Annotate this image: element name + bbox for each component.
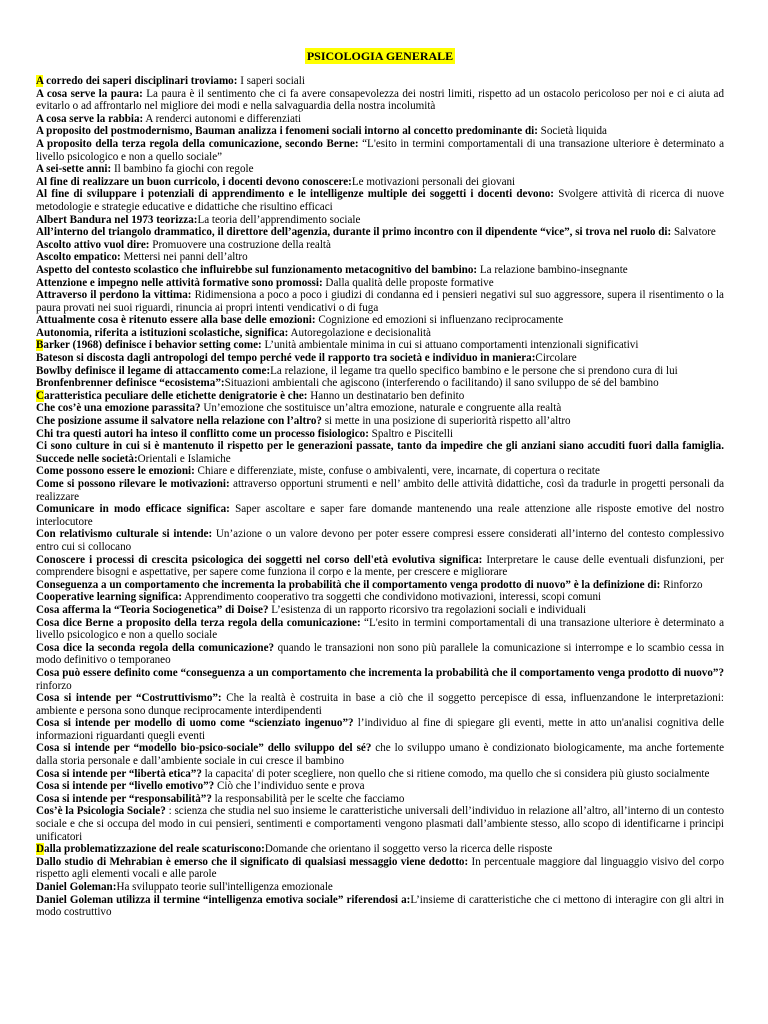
entry	[36, 88, 724, 113]
entry	[36, 415, 724, 428]
entry	[36, 377, 724, 390]
entry-answer: che lo sviluppo umano è condizionato biologicamente, ma anche fortemente dalla storia personale e dall’ambiente sociale in cui cresce il bambino	[36, 742, 724, 768]
entry	[36, 402, 724, 415]
entry	[36, 163, 724, 176]
entry-answer: Promuovere una costruzione della realtà	[149, 238, 331, 251]
entry-question: Ascolto attivo vuol dire:	[36, 238, 150, 251]
entry-answer: Chiare e differenziate, miste, confuse o ambivalenti, vere, incarnate, di copertura o recitate	[194, 465, 600, 478]
entry	[36, 138, 724, 163]
entry-answer: l’individuo al fine di spiegare gli eventi, mette in atto un'analisi cognitiva delle informazioni riguardanti quegli eventi	[36, 717, 724, 742]
entry	[36, 75, 724, 88]
entry	[36, 894, 724, 919]
entry-question: Ascolto empatico:	[36, 251, 121, 264]
entry	[36, 881, 724, 894]
entry-answer: La relazione bambino-insegnante	[477, 263, 628, 276]
entry	[36, 579, 724, 592]
entry-question: Come si possono rilevare le motivazioni:	[36, 478, 230, 490]
entry-question: Al fine di sviluppare i potenziali di apprendimento e le intelligenze multiple dei soggetti i docenti devono:	[36, 188, 554, 201]
entry-question: Ci sono culture in cui si è mantenuto il rispetto per le generazioni passate, tanto da impedire che gli anziani siano accuditi fuori dalla famiglia. Succede nelle società:	[36, 440, 724, 465]
entry	[36, 239, 724, 252]
highlighted-initial: C	[36, 389, 45, 402]
entry-answer: la capacita' di poter scegliere, non quello che si ritiene comodo, ma quello che si considera più giusto socialmente	[201, 767, 710, 780]
entry-question: aratteristica peculiare delle etichette denigratorie è che:	[44, 389, 308, 402]
entry	[36, 554, 724, 579]
entry-question: A cosa serve la rabbia:	[36, 112, 144, 125]
entry-answer: quando le transazioni non sono più parallele la comunicazione si interrompe e lo scambio cessa in modo definitivo o temporaneo	[36, 641, 725, 667]
entry	[36, 188, 724, 213]
entry	[36, 528, 724, 553]
entry-question: Dallo studio di Mehrabian è emerso che il significato di qualsiasi messaggio viene dedotto:	[36, 855, 469, 868]
entry	[36, 428, 724, 441]
entry	[36, 465, 724, 478]
entry	[36, 314, 724, 327]
entry-answer: Dalla qualità delle proposte formative	[322, 276, 494, 289]
entry-question: Daniel Goleman:	[36, 881, 117, 893]
entry-question: Cosa si intende per “libertà etica”?	[36, 767, 202, 780]
entry	[36, 617, 724, 642]
entry	[36, 251, 724, 264]
entry-question: A proposito del postmodernismo, Bauman analizza i fenomeni sociali intorno al concetto predominante di:	[36, 125, 538, 138]
highlighted-initial: A	[36, 75, 44, 87]
entry	[36, 478, 724, 503]
entry	[36, 352, 724, 365]
entry-question: Cosa si intende per “Costruttivismo”:	[36, 692, 222, 705]
entry-answer: attraverso opportuni strumenti e nell’ ambito delle attività didattiche, così da tradurle in progetti personali da realizzare	[36, 478, 724, 503]
entry-question: Cosa dice la seconda regola della comunicazione?	[36, 641, 275, 654]
entry-question: A cosa serve la paura:	[36, 87, 143, 100]
entry-answer: Società liquida	[537, 125, 607, 138]
entry-question: All’interno del triangolo drammatico, il direttore dell’agenzia, durante il primo incontro con il dipendente “vice”, si trova nel ruolo di:	[36, 226, 672, 239]
entry-answer: L’unità ambientale minima in cui si attuano comportamenti intenzionali significativi	[261, 339, 639, 352]
entry-answer: Un’emozione che sostituisce un’altra emozione, naturale e congruente alla realtà	[200, 402, 562, 415]
entry	[36, 667, 724, 692]
entry-answer: Salvatore	[671, 226, 716, 239]
entry	[36, 327, 724, 340]
entry-answer: In percentuale maggiore dal linguaggio visivo del corpo rispetto agli elementi vocali e alle parole	[36, 855, 724, 881]
entry-answer: Cognizione ed emozioni si influenzano reciprocamente	[315, 314, 564, 327]
entry-question: Che cos’è una emozione parassita?	[36, 402, 201, 415]
entry-answer: la responsabilità per le scelte che facciamo	[211, 792, 405, 805]
entry-answer: Ha sviluppato teorie sull'intelligenza emozionale	[116, 881, 333, 893]
entry-question: alla problematizzazione del reale scaturiscono:	[44, 843, 265, 856]
entry-question: Comunicare in modo efficace significa:	[36, 503, 230, 516]
entry-answer: Interpretare le cause delle eventuali disfunzioni, per comprendere bisogni e aspettative, per sapere come funziona il corpo e la mente, per crescere e migliorare	[36, 553, 724, 579]
entry-answer: Che la realtà è costruita in base a ciò che il soggetto percepisce di essa, influenzandone le interpretazioni: ambiente e persona sono dunque reciprocamente interdipendenti	[36, 692, 724, 717]
entry-answer: Spaltro e Piscitelli	[368, 427, 454, 440]
entry-answer: I saperi sociali	[237, 75, 305, 87]
entry-question: corredo dei saperi disciplinari troviamo:	[43, 75, 238, 87]
entry-question: Con relativismo culturale si intende:	[36, 528, 213, 541]
entry-question: Cosa può essere definito come “conseguenza a un comportamento che incrementa la probabilità che il comportamento venga prodotto di nuovo”?	[36, 666, 724, 679]
entry-answer: si mette in una posizione di superiorità rispetto all’altro	[321, 415, 571, 428]
entry	[36, 591, 724, 604]
entry-answer: Situazioni ambientali che agiscono (interferendo o facilitando) il sano sviluppo de sé del bambino	[224, 377, 659, 390]
entry-question: Attraverso il perdono la vittima:	[36, 289, 192, 302]
entry-answer: Mettersi nei panni dell’altro	[120, 251, 248, 264]
entry	[36, 805, 724, 843]
entry-answer: Saper ascoltare e saper fare domande mantenendo una reale attenzione alle risposte emotive del nostro interlocutore	[36, 503, 724, 528]
entry-answer: Apprendimento cooperativo tra soggetti che condividono motivazioni, interessi, scopi comuni	[182, 591, 602, 604]
entry-question: Cosa afferma la “Teoria Sociogenetica” di Doise?	[36, 603, 269, 616]
entry-question: Attenzione e impegno nelle attività formative sono promossi:	[36, 276, 323, 289]
entry-answer: rinforzo	[36, 679, 72, 692]
entry-answer: “L'esito in termini comportamentali di una transazione ulteriore è determinato a livello psicologico e non a quello sociale”	[36, 137, 725, 163]
entry-question: Daniel Goleman utilizza il termine “intelligenza emotiva sociale” riferendosi a:	[36, 893, 411, 906]
entry	[36, 768, 724, 781]
entry	[36, 214, 724, 227]
entry-question: arker (1968) definisce i behavior setting come:	[43, 339, 262, 352]
entry-answer: L’esistenza di un rapporto ricorsivo tra regolazioni sociali e individuali	[268, 603, 587, 616]
entry-question: Che posizione assume il salvatore nella relazione con l’altro?	[36, 415, 322, 428]
entry	[36, 226, 724, 239]
entry-answer: La paura è il sentimento che ci fa avere consapevolezza dei nostri limiti, rispetto ad un ostacolo pericoloso per noi e ci aiuta ad evitarlo o ad affrontarlo nel migliore dei modi e nella salvaguardia della nostra incolumità	[36, 87, 724, 113]
entry-question: Conoscere i processi di crescita psicologica dei soggetti nel corso dell'età evolutiva significa:	[36, 553, 483, 566]
entry	[36, 264, 724, 277]
entry-list	[36, 75, 724, 919]
entry	[36, 503, 724, 528]
entry-question: Cosa si intende per “responsabilità”?	[36, 792, 212, 805]
entry	[36, 339, 724, 352]
entry-question: Aspetto del contesto scolastico che influirebbe sul funzionamento metacognitivo del bambino:	[36, 263, 478, 276]
entry	[36, 843, 724, 856]
entry-question: Chi tra questi autori ha inteso il conflitto come un processo fisiologico:	[36, 427, 369, 440]
entry-question: A sei-sette anni:	[36, 163, 112, 176]
entry-question: Cooperative learning significa:	[36, 591, 183, 604]
entry-answer: Rinforzo	[660, 578, 703, 591]
entry-answer: Autoregolazione e decisionalità	[288, 326, 431, 339]
entry	[36, 289, 724, 314]
entry	[36, 604, 724, 617]
entry-answer: A renderci autonomi e differenziati	[143, 112, 302, 125]
entry-question: Bateson si discosta dagli antropologi del tempo perché vede il rapporto tra società e individuo in maniera:	[36, 352, 536, 365]
entry-question: Albert Bandura nel 1973 teorizza:	[36, 213, 198, 226]
entry-question: Bowlby definisce il legame di attaccamento come:	[36, 364, 271, 377]
entry	[36, 856, 724, 881]
entry-answer: Ridimensiona a poco a poco i giudizi di condanna ed i pensieri negativi sul suo aggressore, supera il risentimento o la paura provati nei suoi riguardi, rinuncia ai propri intenti vendicativi o di fuga	[36, 289, 724, 314]
entry-question: Cosa si intende per modello di uomo come “scienziato ingenuo”?	[36, 717, 354, 730]
entry	[36, 717, 724, 742]
entry	[36, 365, 724, 378]
entry-question: A proposito della terza regola della comunicazione, secondo Berne:	[36, 137, 359, 150]
entry-question: Autonomia, riferita a istituzioni scolastiche, significa:	[36, 326, 289, 339]
entry	[36, 390, 724, 403]
entry-answer: Un’azione o un valore devono per poter essere compresi essere considerati all’interno del contesto complessivo entro cui si collocano	[36, 528, 724, 553]
entry-question: Come possono essere le emozioni:	[36, 465, 195, 478]
entry-question: Attualmente cosa è ritenuto essere alla base delle emozioni:	[36, 314, 316, 327]
entry-answer: Le motivazioni personali dei giovani	[351, 175, 516, 188]
entry-question: Al fine di realizzare un buon curricolo, i docenti devono conoscere:	[36, 175, 352, 188]
entry-answer: L’insieme di caratteristiche che ci mettono di interagire con gli altri in modo costruttivo	[36, 893, 724, 919]
entry-answer: Ciò che l’individuo sente e prova	[214, 780, 365, 793]
entry	[36, 176, 724, 189]
title-wrap	[36, 48, 724, 66]
entry	[36, 642, 724, 667]
entry-answer: Orientali e Islamiche	[137, 452, 231, 465]
entry-answer: Circolare	[535, 352, 577, 365]
entry	[36, 113, 724, 126]
entry-answer: Il bambino fa giochi con regole	[111, 163, 254, 176]
entry-question: Cosa si intende per “livello emotivo”?	[36, 780, 215, 793]
entry-question: Cosa dice Berne a proposito della terza regola della comunicazione:	[36, 616, 361, 629]
entry-answer: Domande che orientano il soggetto verso la ricerca delle risposte	[264, 843, 553, 856]
entry	[36, 780, 724, 793]
highlighted-initial: D	[36, 843, 45, 856]
entry-answer: La relazione, il legame tra quello specifico bambino e le persone che si prendono cura di lui	[270, 364, 678, 377]
entry-question: Cos’è la Psicologia Sociale?	[36, 805, 166, 818]
entry-answer: : scienza che studia nel suo insieme le caratteristiche universali dell’individuo in relazione all’altro, all’interno di un contesto sociale e che si occupa del modo in cui pensieri, sentimenti e comportamenti vengono plasmati dall’ambiente stesso, allo scopo di identificarne i principi unificatori	[36, 805, 725, 843]
entry-answer: Svolgere attività di ricerca di nuove metodologie e strategie educative e didattiche che risultino efficaci	[36, 188, 724, 213]
entry-question: Conseguenza a un comportamento che incrementa la probabilità che il comportamento venga prodotto di nuovo” è la definizione di:	[36, 578, 661, 591]
entry	[36, 277, 724, 290]
page-title: PSICOLOGIA GENERALE	[306, 49, 454, 63]
entry-question: Cosa si intende per “modello bio-psico-sociale” dello sviluppo del sé?	[36, 742, 372, 755]
entry-question: Bronfenbrenner definisce “ecosistema”:	[36, 377, 225, 390]
highlighted-initial: B	[36, 339, 44, 352]
entry	[36, 440, 724, 465]
entry	[36, 742, 724, 767]
entry	[36, 692, 724, 717]
entry	[36, 125, 724, 138]
entry-answer: “L'esito in termini comportamentali di una transazione ulteriore è determinato a livello psicologico e non a quello sociale	[36, 616, 724, 642]
entry-answer: La teoria dell’apprendimento sociale	[197, 213, 361, 226]
entry	[36, 793, 724, 806]
entry-answer: Hanno un destinatario ben definito	[307, 389, 465, 402]
